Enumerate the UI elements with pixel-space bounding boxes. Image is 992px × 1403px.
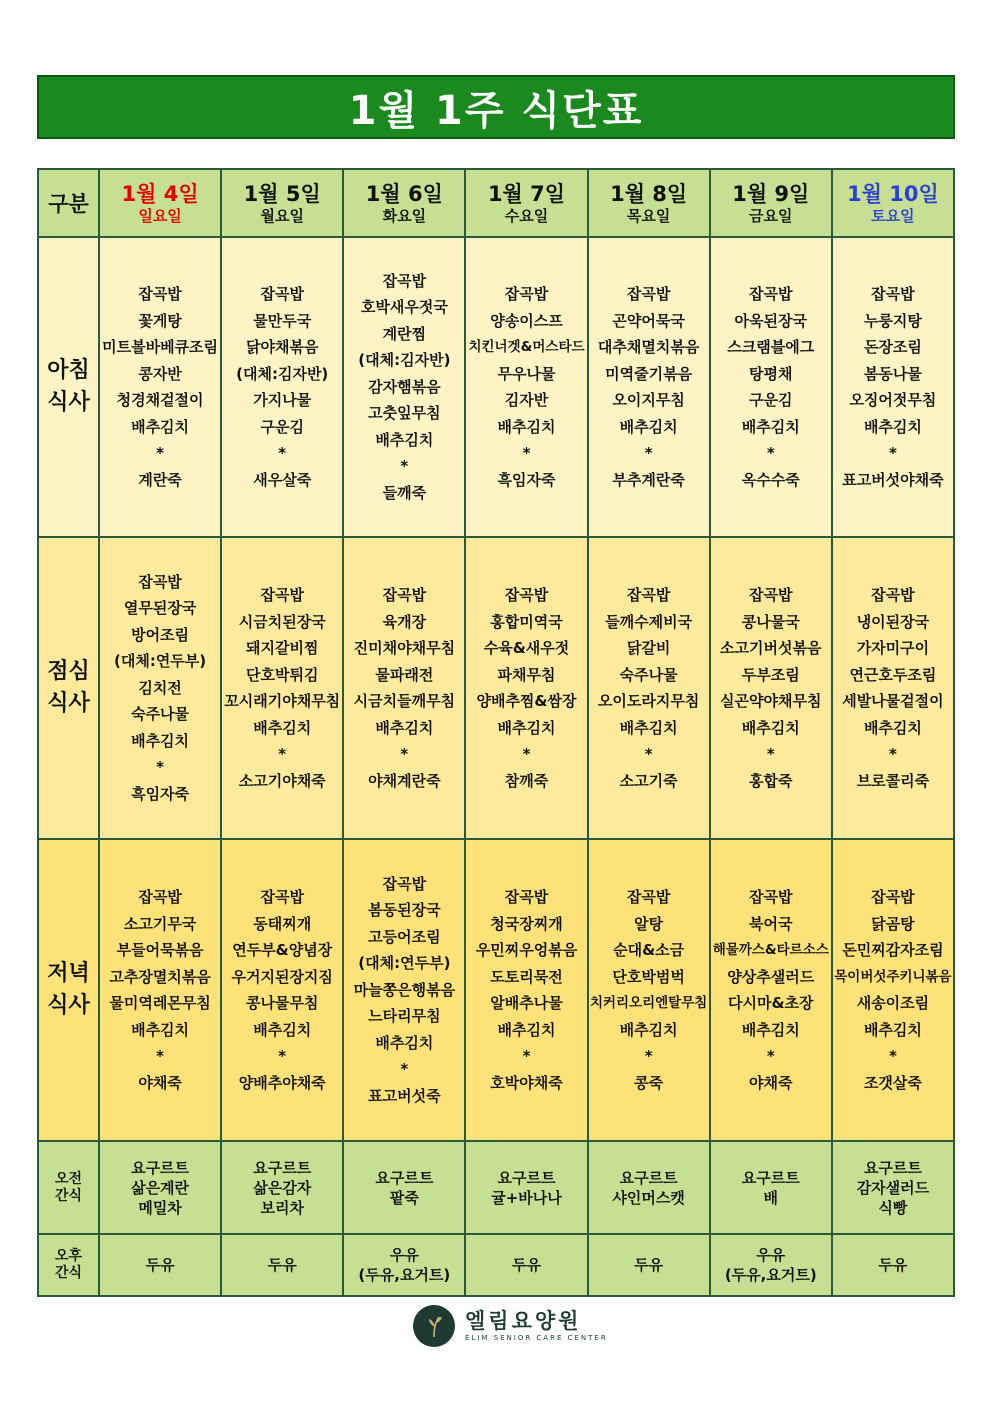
menu-item: 시금치들깨무침 bbox=[353, 692, 456, 710]
menu-item: 홍합미역국 bbox=[490, 612, 563, 631]
menu-item: 조갯살죽 bbox=[863, 1073, 922, 1092]
menu-item: 야채죽 bbox=[749, 1073, 793, 1092]
row-label-line: 저녁 bbox=[47, 961, 90, 986]
menu-item: 고춧잎무침 bbox=[368, 404, 441, 423]
menu-item: 꽃게탕 bbox=[138, 311, 182, 330]
row-label-line: 식사 bbox=[47, 691, 90, 716]
row-label-line: 오전 bbox=[54, 1170, 83, 1187]
snack-cell bbox=[588, 1234, 710, 1296]
menu-item: 김치전 bbox=[138, 678, 182, 697]
snack-item: 두유 bbox=[634, 1256, 664, 1274]
menu-item: 호박야채죽 bbox=[490, 1073, 563, 1092]
snack-item: 배 bbox=[763, 1188, 779, 1207]
menu-item: 오이도라지무침 bbox=[597, 692, 700, 710]
menu-item: 스크램블에그 bbox=[727, 338, 815, 356]
menu-item: 잡곡밥 bbox=[626, 285, 671, 303]
menu-cell bbox=[343, 537, 465, 839]
menu-cell bbox=[99, 537, 221, 839]
menu-item: 돈민찌감자조림 bbox=[842, 941, 944, 959]
menu-item: 잡곡밥 bbox=[504, 285, 549, 303]
menu-item: 미트볼바베큐조림 bbox=[102, 338, 219, 356]
snack-item: 삶은감자 bbox=[253, 1178, 312, 1197]
menu-item: 미역줄기볶음 bbox=[605, 364, 693, 383]
menu-item: 배추김치 bbox=[497, 417, 556, 436]
menu-item: 배추김치 bbox=[497, 718, 556, 737]
snack-item: 두유 bbox=[878, 1256, 908, 1274]
day-of-week: 목요일 bbox=[626, 207, 671, 225]
page-title: 1월 1주 식단표 bbox=[348, 87, 644, 134]
logo-subtitle: ELIM SENIOR CARE CENTER bbox=[465, 1334, 608, 1342]
menu-item: 돈장조림 bbox=[863, 338, 922, 356]
leaf-icon bbox=[413, 1305, 455, 1347]
menu-item: 소고기버섯볶음 bbox=[720, 639, 822, 657]
menu-cell bbox=[588, 537, 710, 839]
snack-item: 요구르트 bbox=[863, 1158, 922, 1177]
menu-item: 돼지갈비찜 bbox=[245, 639, 319, 657]
day-date: 1월 5일 bbox=[243, 182, 321, 206]
day-date: 1월 7일 bbox=[487, 182, 566, 206]
menu-item: 잡곡밥 bbox=[871, 285, 915, 303]
logo-text bbox=[465, 1309, 608, 1343]
snack-item: 두유 bbox=[512, 1256, 541, 1274]
menu-item: 잡곡밥 bbox=[749, 586, 793, 604]
snack-cell bbox=[588, 1141, 710, 1234]
row-label bbox=[38, 537, 99, 839]
menu-item: 세발나물겉절이 bbox=[842, 692, 944, 710]
snack-item: 우유 bbox=[389, 1246, 419, 1264]
menu-item: 잡곡밥 bbox=[626, 888, 671, 906]
menu-item: 해물까스&타르소스 bbox=[712, 942, 829, 958]
menu-item: 배추김치 bbox=[619, 718, 678, 737]
menu-item: 부추계란죽 bbox=[612, 470, 685, 489]
menu-item: 계란찜 bbox=[382, 324, 427, 343]
header-label: 구분 bbox=[48, 192, 89, 216]
menu-item: 배추김치 bbox=[863, 417, 922, 436]
menu-item: * bbox=[888, 1047, 897, 1065]
menu-item: 배추김치 bbox=[863, 1020, 922, 1039]
menu-cell bbox=[710, 237, 832, 537]
menu-item: 곤약어묵국 bbox=[612, 311, 685, 330]
menu-item: 잡곡밥 bbox=[871, 586, 915, 604]
menu-item: 진미채야채무침 bbox=[353, 639, 456, 657]
day-of-week: 일요일 bbox=[138, 207, 182, 225]
day-date: 1월 9일 bbox=[732, 182, 810, 206]
menu-item: * bbox=[522, 745, 531, 763]
menu-item: (대체:김자반) bbox=[358, 351, 451, 370]
menu-item: 알탕 bbox=[634, 914, 664, 933]
menu-item: 새우살죽 bbox=[253, 470, 312, 489]
menu-cell bbox=[465, 839, 587, 1141]
menu-item: 잡곡밥 bbox=[260, 285, 304, 303]
menu-cell bbox=[343, 839, 465, 1141]
menu-item: 도토리묵전 bbox=[490, 967, 563, 986]
snack-item: (두유,요거트) bbox=[724, 1266, 817, 1284]
menu-item: 배추김치 bbox=[131, 731, 190, 750]
menu-item: 봄동된장국 bbox=[368, 901, 441, 920]
menu-item: 닭곰탕 bbox=[871, 914, 915, 933]
menu-item: 소고기야채죽 bbox=[238, 771, 326, 790]
row-label-line: 식사 bbox=[47, 390, 90, 415]
menu-item: * bbox=[888, 745, 897, 763]
snack-cell bbox=[99, 1141, 221, 1234]
day-of-week: 화요일 bbox=[382, 207, 427, 225]
menu-item: 배추김치 bbox=[131, 1020, 190, 1039]
snack-item: 보리차 bbox=[260, 1198, 304, 1217]
menu-item: 브로콜리죽 bbox=[856, 771, 930, 790]
row-label bbox=[38, 839, 99, 1141]
menu-item: 실곤약야채무침 bbox=[720, 692, 822, 710]
snack-item: 삶은계란 bbox=[131, 1178, 190, 1197]
header-label-cell bbox=[38, 169, 99, 237]
menu-cell bbox=[588, 839, 710, 1141]
menu-item: 배추김치 bbox=[497, 1020, 556, 1039]
menu-item: 가지나물 bbox=[253, 391, 312, 409]
menu-item: 다시마&초장 bbox=[728, 994, 814, 1012]
menu-item: 잡곡밥 bbox=[138, 888, 182, 906]
menu-item: 냉이된장국 bbox=[856, 612, 930, 631]
menu-item: 흑임자죽 bbox=[131, 784, 190, 803]
snack-item: 두유 bbox=[145, 1256, 175, 1274]
menu-item: * bbox=[278, 444, 287, 462]
snack-item: 두유 bbox=[267, 1256, 297, 1274]
afternoon-snack-row bbox=[38, 1234, 954, 1296]
menu-item: 고추장멸치볶음 bbox=[109, 967, 211, 986]
menu-item: * bbox=[644, 745, 653, 763]
menu-item: * bbox=[156, 444, 164, 462]
morning-snack-row bbox=[38, 1141, 954, 1234]
menu-item: 들깨수제비국 bbox=[605, 612, 693, 631]
menu-item: 표고버섯죽 bbox=[368, 1086, 441, 1105]
menu-item: * bbox=[522, 444, 531, 462]
row-label-line: 오후 bbox=[54, 1248, 83, 1264]
menu-item: * bbox=[522, 1047, 531, 1065]
menu-item: * bbox=[278, 745, 287, 763]
menu-item: 양배추찜&쌈장 bbox=[476, 692, 577, 710]
header-row bbox=[38, 169, 954, 237]
menu-item: 참깨죽 bbox=[504, 771, 549, 790]
menu-item: 잡곡밥 bbox=[138, 572, 182, 591]
menu-item: * bbox=[888, 444, 897, 462]
menu-item: 오징어젓무침 bbox=[849, 391, 937, 409]
menu-item: 콩자반 bbox=[138, 364, 182, 383]
snack-cell bbox=[710, 1141, 832, 1234]
menu-item: * bbox=[644, 1047, 653, 1065]
day-header bbox=[832, 169, 954, 237]
snack-item: 귤+바나나 bbox=[491, 1188, 562, 1207]
meal-plan-table bbox=[37, 168, 955, 1297]
title-bar bbox=[37, 75, 955, 139]
menu-item: 배추김치 bbox=[741, 1020, 800, 1039]
menu-item: * bbox=[156, 1047, 164, 1065]
menu-item: 알배추나물 bbox=[490, 994, 563, 1012]
menu-item: 열무된장국 bbox=[123, 599, 197, 618]
menu-item: 우민찌우엉볶음 bbox=[475, 941, 578, 959]
menu-item: 계란죽 bbox=[138, 470, 182, 489]
menu-item: 순대&소금 bbox=[613, 941, 685, 959]
menu-cell bbox=[710, 839, 832, 1141]
menu-item: * bbox=[766, 1047, 775, 1065]
snack-item: 메밀차 bbox=[138, 1198, 182, 1217]
menu-item: 배추김치 bbox=[375, 430, 434, 449]
menu-item: 무우나물 bbox=[497, 364, 556, 383]
day-date: 1월 6일 bbox=[365, 182, 443, 206]
snack-item: 샤인머스캣 bbox=[612, 1188, 685, 1207]
menu-item: 콩나물무침 bbox=[245, 994, 319, 1012]
menu-item: * bbox=[400, 745, 409, 763]
menu-item: 소고기죽 bbox=[619, 771, 678, 790]
row-label bbox=[38, 237, 99, 537]
day-header bbox=[710, 169, 832, 237]
menu-item: * bbox=[766, 444, 775, 462]
menu-item: 닭야채볶음 bbox=[245, 338, 319, 356]
snack-item: (두유,요거트) bbox=[358, 1266, 451, 1284]
menu-item: 잡곡밥 bbox=[138, 285, 182, 303]
menu-cell bbox=[710, 537, 832, 839]
menu-cell bbox=[99, 839, 221, 1141]
menu-item: 치커리오리엔탈무침 bbox=[589, 995, 708, 1011]
menu-item: 콩나물국 bbox=[741, 612, 800, 631]
menu-item: 새송이조림 bbox=[856, 994, 930, 1012]
menu-cell bbox=[832, 237, 954, 537]
menu-cell bbox=[832, 537, 954, 839]
menu-item: 배추김치 bbox=[619, 1020, 678, 1039]
day-header bbox=[99, 169, 221, 237]
menu-item: 방어조림 bbox=[131, 625, 190, 644]
menu-item: 잡곡밥 bbox=[504, 586, 549, 604]
menu-item: 배추김치 bbox=[741, 417, 800, 436]
logo bbox=[413, 1305, 608, 1347]
menu-item: 닭갈비 bbox=[626, 639, 671, 657]
menu-item: 양상추샐러드 bbox=[727, 967, 815, 986]
snack-item: 우유 bbox=[756, 1246, 786, 1264]
menu-item: 느타리무침 bbox=[368, 1007, 441, 1026]
snack-cell bbox=[221, 1234, 343, 1296]
menu-item: 콩죽 bbox=[634, 1073, 664, 1092]
menu-item: 구운김 bbox=[260, 417, 304, 436]
menu-item: 배추김치 bbox=[863, 718, 922, 737]
snack-item: 요구르트 bbox=[253, 1158, 312, 1177]
menu-item: 고등어조림 bbox=[368, 927, 441, 946]
day-date: 1월 4일 bbox=[121, 182, 199, 206]
menu-item: 단호박튀김 bbox=[245, 665, 319, 684]
snack-cell bbox=[343, 1234, 465, 1296]
menu-item: 배추김치 bbox=[253, 1020, 312, 1039]
menu-item: 청경채겉절이 bbox=[116, 391, 204, 409]
menu-item: 단호박범벅 bbox=[612, 967, 685, 986]
snack-cell bbox=[99, 1234, 221, 1296]
menu-item: 연근호두조림 bbox=[849, 665, 937, 684]
menu-item: 옥수수죽 bbox=[741, 470, 800, 489]
menu-item: 시금치된장국 bbox=[238, 612, 326, 631]
menu-item: 오이지무침 bbox=[612, 391, 685, 409]
menu-item: 잡곡밥 bbox=[260, 586, 304, 604]
menu-item: 아욱된장국 bbox=[734, 311, 807, 330]
menu-item: 숙주나물 bbox=[131, 705, 190, 724]
menu-item: 야채계란죽 bbox=[368, 771, 441, 790]
menu-item: * bbox=[644, 444, 653, 462]
menu-item: 잡곡밥 bbox=[749, 285, 793, 303]
row-label-line: 간식 bbox=[54, 1187, 83, 1204]
row-label-line: 식사 bbox=[47, 993, 90, 1018]
menu-item: 잡곡밥 bbox=[382, 586, 427, 604]
snack-cell bbox=[221, 1141, 343, 1234]
menu-item: 파채무침 bbox=[497, 665, 556, 684]
menu-item: 배추김치 bbox=[253, 718, 312, 737]
menu-item: 가자미구이 bbox=[856, 639, 930, 657]
menu-item: 누룽지탕 bbox=[863, 311, 922, 330]
day-of-week: 토요일 bbox=[871, 207, 915, 225]
menu-item: (대체:김자반) bbox=[236, 364, 329, 383]
row-label-line: 점심 bbox=[47, 659, 90, 684]
snack-cell bbox=[465, 1141, 587, 1234]
menu-item: 육개장 bbox=[382, 612, 427, 631]
menu-item: 배추김치 bbox=[131, 417, 190, 436]
menu-cell bbox=[99, 237, 221, 537]
menu-item: 물만두국 bbox=[253, 311, 312, 330]
menu-item: 물미역레몬무침 bbox=[109, 994, 211, 1012]
menu-cell bbox=[832, 839, 954, 1141]
snack-item: 요구르트 bbox=[741, 1168, 800, 1187]
menu-item: 대추채멸치볶음 bbox=[597, 338, 700, 356]
day-header bbox=[465, 169, 587, 237]
snack-item: 요구르트 bbox=[619, 1168, 678, 1187]
snack-item: 요구르트 bbox=[131, 1158, 190, 1177]
row-label-line: 아침 bbox=[47, 358, 90, 383]
day-of-week: 금요일 bbox=[749, 207, 793, 225]
day-date: 1월 10일 bbox=[847, 182, 939, 206]
menu-item: 물파래전 bbox=[375, 665, 434, 684]
menu-cell bbox=[221, 537, 343, 839]
menu-item: 두부조림 bbox=[741, 665, 800, 684]
day-of-week: 월요일 bbox=[260, 207, 304, 225]
snack-cell bbox=[832, 1141, 954, 1234]
menu-cell bbox=[221, 237, 343, 537]
menu-item: 마늘쫑은행볶음 bbox=[353, 980, 456, 999]
menu-item: 숙주나물 bbox=[619, 665, 678, 684]
menu-item: 김자반 bbox=[504, 391, 549, 409]
menu-item: 양송이스프 bbox=[490, 311, 563, 330]
menu-cell bbox=[588, 237, 710, 537]
snack-item: 요구르트 bbox=[497, 1168, 556, 1187]
menu-item: 부들어묵볶음 bbox=[116, 941, 204, 959]
menu-item: 잡곡밥 bbox=[382, 271, 427, 290]
menu-item: 탕평채 bbox=[749, 364, 793, 383]
day-header bbox=[588, 169, 710, 237]
menu-item: * bbox=[156, 758, 164, 777]
snack-cell bbox=[343, 1141, 465, 1234]
menu-item: 잡곡밥 bbox=[260, 888, 304, 906]
snack-item: 요구르트 bbox=[375, 1168, 434, 1187]
menu-item: (대체:연두부) bbox=[113, 652, 207, 671]
menu-item: 잡곡밥 bbox=[749, 888, 793, 906]
menu-item: 흑임자죽 bbox=[497, 470, 556, 489]
menu-cell bbox=[221, 839, 343, 1141]
menu-item: 양배추야채죽 bbox=[238, 1073, 326, 1092]
menu-item: 동태찌개 bbox=[253, 914, 312, 933]
menu-item: * bbox=[766, 745, 775, 763]
row-label bbox=[38, 1141, 99, 1234]
menu-item: 목이버섯주키니볶음 bbox=[834, 968, 952, 985]
menu-item: 잡곡밥 bbox=[504, 888, 549, 906]
menu-item: 표고버섯야채죽 bbox=[842, 470, 944, 489]
menu-item: 감자햄볶음 bbox=[368, 377, 441, 396]
menu-item: 우거지된장지짐 bbox=[231, 967, 333, 986]
row-label bbox=[38, 1234, 99, 1296]
snack-cell bbox=[832, 1234, 954, 1296]
menu-item: 호박새우젓국 bbox=[360, 298, 448, 317]
day-of-week: 수요일 bbox=[504, 207, 549, 225]
snack-item: 식빵 bbox=[878, 1198, 908, 1217]
menu-item: 잡곡밥 bbox=[871, 888, 915, 906]
menu-item: (대체:연두부) bbox=[358, 954, 451, 973]
dinner-row bbox=[38, 839, 954, 1141]
menu-item: 북어국 bbox=[749, 914, 793, 933]
menu-item: 배추김치 bbox=[619, 417, 678, 436]
logo-name: 엘림요양원 bbox=[465, 1309, 582, 1333]
snack-cell bbox=[465, 1234, 587, 1296]
menu-item: 배추김치 bbox=[741, 718, 800, 737]
menu-item: 배추김치 bbox=[375, 718, 434, 737]
menu-item: 꼬시래기야채무침 bbox=[224, 692, 341, 710]
menu-item: 치킨너겟&머스타드 bbox=[468, 339, 585, 355]
day-header bbox=[343, 169, 465, 237]
snack-item: 감자샐러드 bbox=[856, 1178, 930, 1197]
snack-item: 팥죽 bbox=[389, 1188, 419, 1207]
menu-item: * bbox=[400, 1060, 409, 1079]
row-label-line: 간식 bbox=[54, 1265, 83, 1281]
menu-item: 청국장찌개 bbox=[490, 914, 563, 933]
day-header bbox=[221, 169, 343, 237]
menu-cell bbox=[465, 537, 587, 839]
lunch-row bbox=[38, 537, 954, 839]
menu-item: 봄동나물 bbox=[863, 364, 922, 383]
menu-item: 잡곡밥 bbox=[626, 586, 671, 604]
day-date: 1월 8일 bbox=[610, 182, 688, 206]
menu-item: 연두부&양념장 bbox=[232, 941, 333, 959]
breakfast-row bbox=[38, 237, 954, 537]
menu-item: 수육&새우젓 bbox=[483, 639, 570, 657]
menu-cell bbox=[465, 237, 587, 537]
menu-item: 소고기무국 bbox=[123, 914, 197, 933]
menu-item: 야채죽 bbox=[138, 1073, 182, 1092]
menu-item: 구운김 bbox=[749, 391, 793, 409]
menu-item: 잡곡밥 bbox=[382, 874, 427, 893]
menu-item: 홍합죽 bbox=[749, 771, 793, 790]
menu-item: 들깨죽 bbox=[382, 483, 427, 502]
menu-item: 배추김치 bbox=[375, 1033, 434, 1052]
snack-cell bbox=[710, 1234, 832, 1296]
menu-item: * bbox=[400, 457, 409, 476]
menu-item: * bbox=[278, 1047, 287, 1065]
menu-cell bbox=[343, 237, 465, 537]
